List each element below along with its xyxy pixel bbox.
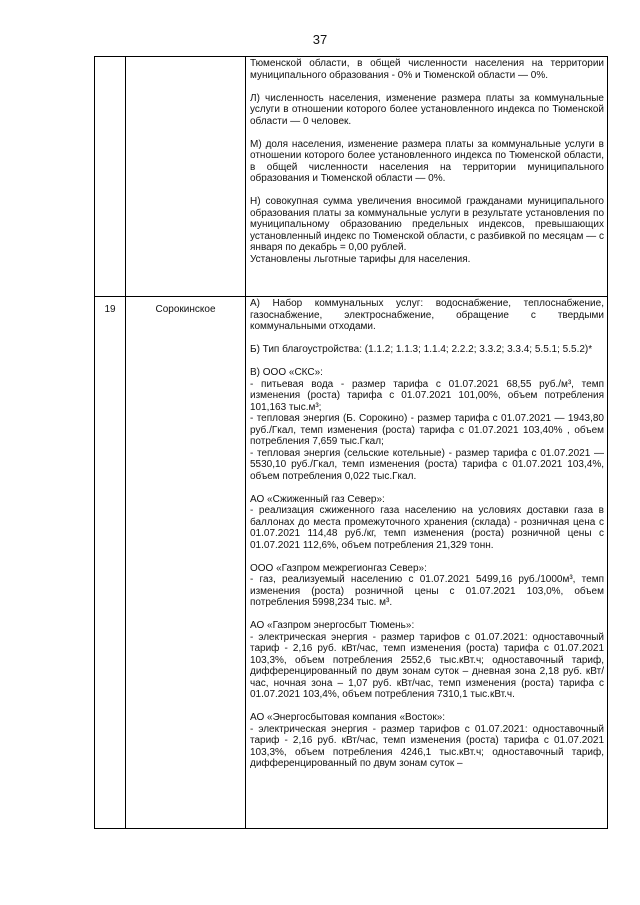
paragraph: Н) совокупная сумма увеличения вносимой гражданами муниципального образования платы за коммунальные услуги в результате установления по муниципальному образованию предельных индексов, превышающих установленный индекс по Тюменской области, с разбивкой по месяцам — с января по декабрь = 0,00 рублей. [250, 196, 604, 253]
municipality-name: Сорокинское [155, 304, 216, 315]
table-row [95, 297, 607, 829]
paragraph: - электрическая энергия - размер тарифов с 01.07.2021: одноставочный тариф - 2,16 руб. кВт/час, темп изменения (роста) тарифа с 01.07.2021 103,3%, объем потребления 2552,6 тыс.кВт.ч; одноставочный тариф, дифференцированный по двум зонам суток – дневная зона 2,18 руб. кВт/час, ночная зона – 1,07 руб. кВт/час, темп изменения (роста) тарифа с 01.07.2021 103,4%, объем потребления 7310,1 тыс.кВт.ч. [250, 631, 604, 700]
page-number: 37 [312, 32, 328, 47]
column-divider [245, 57, 246, 296]
tariff-table [94, 56, 608, 829]
paragraph: А) Набор коммунальных услуг: водоснабжение, теплоснабжение, газоснабжение, электроснабжение, обращение с твердыми коммунальными отходами. [250, 298, 604, 332]
paragraph: М) доля населения, изменение размера платы за коммунальные услуги в отношении которого более установленного индекса по Тюменской области, в общей численности населения на территории муниципального образования и Тюменской области — 0%. [250, 138, 604, 184]
row-number: 19 [104, 304, 116, 315]
paragraph: - электрическая энергия - размер тарифов с 01.07.2021: одноставочный тариф - 2,16 руб. кВт/час, темп изменения (роста) тарифа с 01.07.2021 103,3%, объем потребления 4246,1 тыс.кВт.ч; одноставочный тариф, дифференцированный по двум зонам суток – [250, 723, 604, 769]
paragraph: АО «Энергосбытовая компания «Восток»: [250, 712, 446, 723]
row-details-cell [250, 58, 604, 265]
paragraph: - реализация сжиженного газа населению на условиях доставки газа в баллонах до места промежуточного хранения (склада) - розничная цена с 01.07.2021 114,48 руб./кг, темп изменения (роста) розничной цены с 01.07.2021 112,6%, объем потребления 21,329 тонн. [250, 505, 604, 551]
paragraph: Установлены льготные тарифы для населения. [250, 253, 471, 265]
paragraph: - тепловая энергия (сельские котельные) - размер тарифа с 01.07.2021 — 5530,10 руб./Гкал, темп изменения (роста) тарифа с 01.07.2021 103,4%, объем потребления 0,022 тыс.Гкал. [250, 447, 604, 482]
paragraph: Л) численность населения, изменение размера платы за коммунальные услуги в отношении которого более установленного индекса по Тюменской области — 0 человек. [250, 92, 604, 127]
column-divider [125, 297, 126, 829]
paragraph: ООО «Газпром межрегионгаз Север»: [250, 562, 427, 574]
paragraph: - питьевая вода - размер тарифа с 01.07.2021 68,55 руб./м³, темп изменения (роста) тарифа с 01.07.2021 101,00%, объем потребления 101,163 тыс.м³; [250, 378, 604, 413]
paragraph: - тепловая энергия (Б. Сорокино) - размер тарифа с 01.07.2021 — 1943,80 руб./Гкал, темп изменения (роста) тарифа с 01.07.2021 103,40% , объем потребления 7,659 тыс.Гкал; [250, 413, 604, 447]
paragraph: Б) Тип благоустройства: (1.1.2; 1.1.3; 1.1.4; 2.2.2; 3.3.2; 3.3.4; 5.5.1; 5.5.2)* [250, 344, 593, 355]
table-row [95, 57, 607, 297]
column-divider [125, 57, 126, 296]
paragraph: АО «Сжиженный газ Север»: [250, 493, 385, 505]
row-details-cell [250, 298, 604, 770]
paragraph: АО «Газпром энергосбыт Тюмень»: [250, 620, 415, 631]
paragraph: В) ООО «СКС»: [250, 367, 323, 378]
column-divider [245, 297, 246, 829]
paragraph: Тюменской области, в общей численности населения на территории муниципального образования - 0% и Тюменской области — 0%. [250, 58, 604, 81]
paragraph: - газ, реализуемый населению с 01.07.2021 5499,16 руб./1000м³, темп изменения (роста) розничной цены с 01.07.2021 103,0%, объем потребления 5998,234 тыс. м³. [250, 574, 604, 608]
